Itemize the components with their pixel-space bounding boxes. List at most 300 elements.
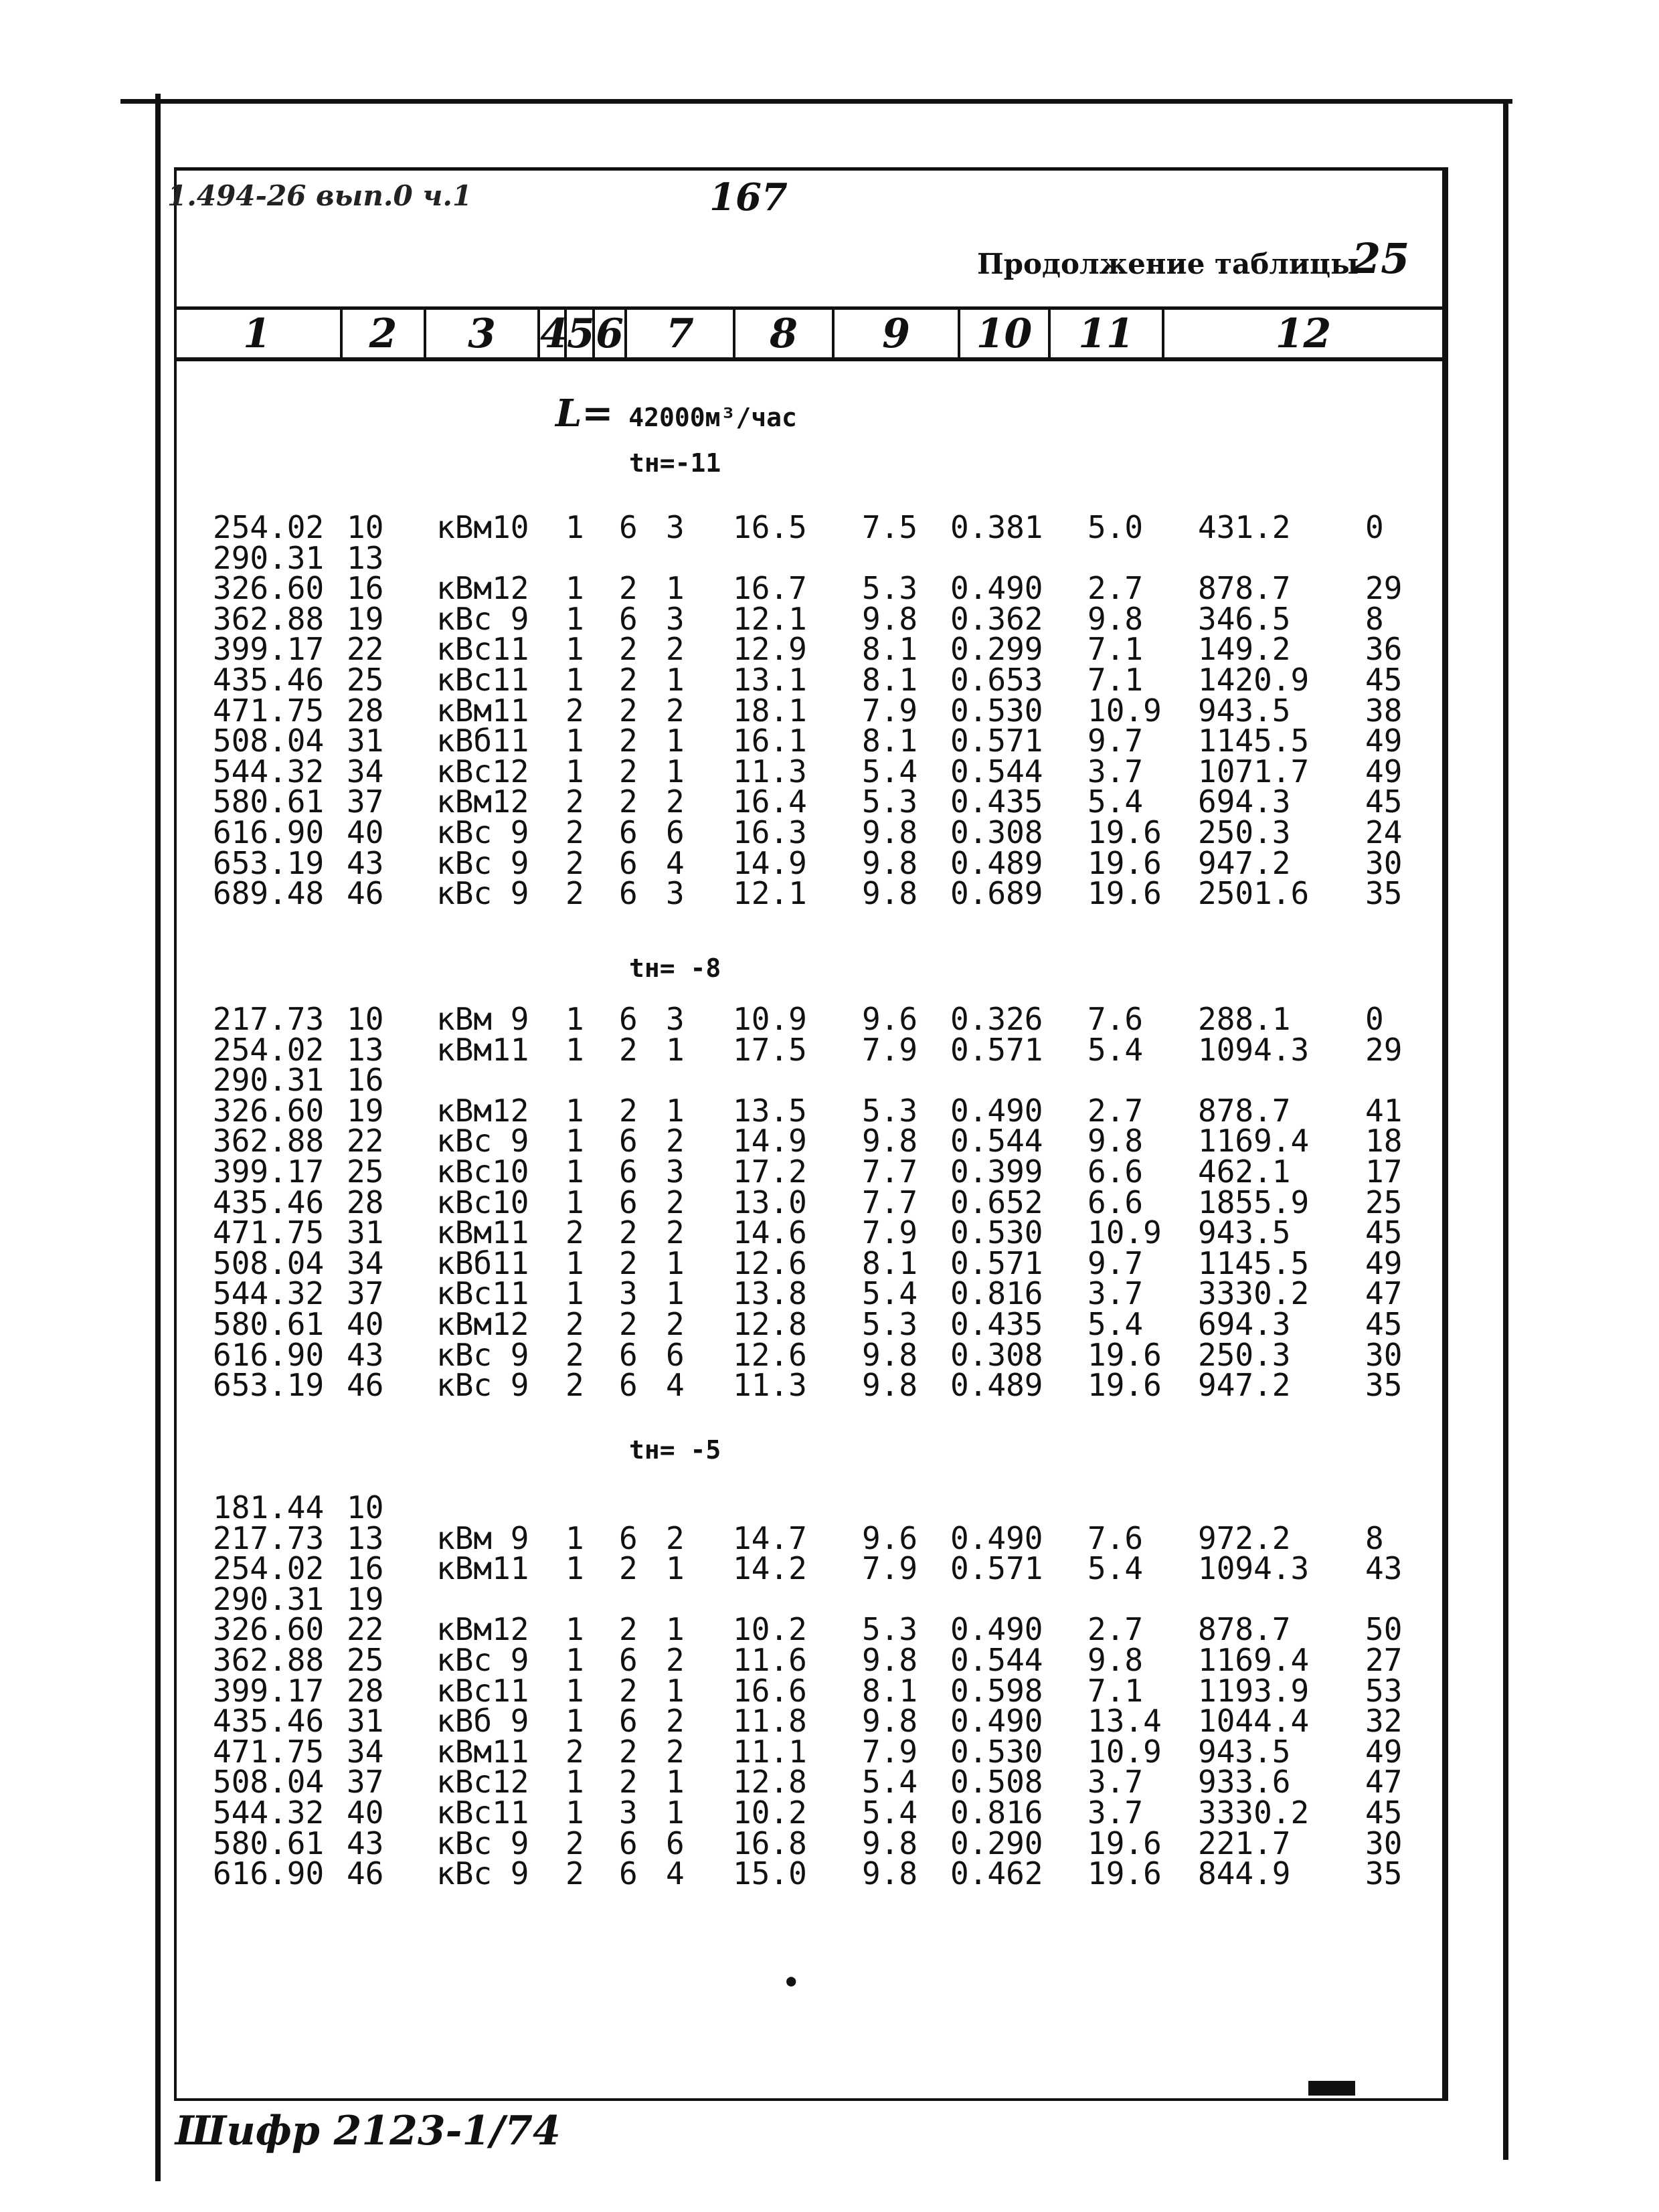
cell-col-10: 10.9	[1087, 1733, 1162, 1770]
cell-col-1: 181.44	[213, 1489, 325, 1526]
cell-col-2: 46	[347, 875, 384, 912]
cell-col-12: 45	[1365, 662, 1403, 698]
cell-col-10: 19.6	[1087, 814, 1162, 850]
cell-col-5: 2	[619, 1611, 638, 1648]
cell-col-2: 25	[347, 1154, 384, 1190]
cell-col-2: 40	[347, 1794, 384, 1831]
cell-col-5: 3	[619, 1275, 638, 1312]
section-title: tн=-11	[629, 448, 721, 478]
cell-col-12: 35	[1365, 875, 1403, 912]
cell-col-7: 11.3	[733, 753, 807, 790]
cell-col-10: 9.8	[1087, 1123, 1144, 1160]
cell-col-7: 12.9	[733, 631, 807, 668]
table-row	[0, 1062, 1659, 1099]
cell-col-5: 6	[619, 1184, 638, 1220]
cell-col-4: 1	[565, 1001, 584, 1037]
cell-col-5: 6	[619, 1367, 638, 1404]
cell-col-10: 19.6	[1087, 1855, 1162, 1892]
cell-col-11: 2501.6	[1198, 875, 1310, 912]
cell-col-1: 544.32	[213, 1275, 325, 1312]
cell-col-10: 3.7	[1087, 1275, 1144, 1312]
cell-col-8: 5.4	[862, 1764, 918, 1801]
cell-col-10: 7.1	[1087, 662, 1144, 698]
cell-col-3: кВб11	[436, 723, 529, 759]
cell-col-8: 9.8	[862, 1336, 918, 1373]
cell-col-6: 1	[666, 1245, 685, 1281]
cell-col-3: кВс 9	[436, 1123, 529, 1160]
cell-col-2: 43	[347, 844, 384, 881]
cell-col-4: 1	[565, 1031, 584, 1068]
cell-col-4: 1	[565, 1092, 584, 1129]
cell-col-12: 36	[1365, 631, 1403, 668]
cell-col-1: 326.60	[213, 570, 325, 607]
cell-col-10: 6.6	[1087, 1154, 1144, 1190]
cell-col-1: 217.73	[213, 1519, 325, 1556]
frame-top-line	[120, 99, 1512, 104]
table-row	[0, 784, 1659, 820]
cell-col-9: 0.308	[950, 814, 1043, 850]
cell-col-11: 346.5	[1198, 600, 1291, 637]
cell-col-5: 2	[619, 662, 638, 698]
cell-col-12: 8	[1365, 1519, 1384, 1556]
cell-col-12: 49	[1365, 753, 1403, 790]
cell-col-12: 24	[1365, 814, 1403, 850]
cell-col-2: 19	[347, 1092, 384, 1129]
cell-col-3: кВм12	[436, 784, 529, 820]
cell-col-1: 399.17	[213, 631, 325, 668]
cell-col-9: 0.462	[950, 1855, 1043, 1892]
cell-col-3: кВс 9	[436, 1336, 529, 1373]
cell-col-5: 6	[619, 1703, 638, 1740]
cell-col-5: 6	[619, 1855, 638, 1892]
cell-col-4: 1	[565, 1275, 584, 1312]
cell-col-2: 37	[347, 1275, 384, 1312]
cell-col-1: 580.61	[213, 1825, 325, 1861]
cell-col-7: 12.1	[733, 875, 807, 912]
cell-col-1: 435.46	[213, 1184, 325, 1220]
cell-col-4: 1	[565, 1550, 584, 1587]
cell-col-2: 37	[347, 1764, 384, 1801]
cell-col-4: 2	[565, 1367, 584, 1404]
cell-col-9: 0.571	[950, 723, 1043, 759]
cell-col-1: 290.31	[213, 1580, 325, 1617]
cell-col-7: 10.9	[733, 1001, 807, 1037]
cell-col-10: 5.4	[1087, 784, 1144, 820]
cell-col-3: кВм12	[436, 1306, 529, 1342]
cell-col-6: 2	[666, 1214, 685, 1251]
cell-col-9: 0.571	[950, 1031, 1043, 1068]
cell-col-1: 362.88	[213, 600, 325, 637]
cell-col-2: 25	[347, 662, 384, 698]
table-row	[0, 662, 1659, 698]
cell-col-10: 5.4	[1087, 1031, 1144, 1068]
cell-col-10: 3.7	[1087, 1794, 1144, 1831]
cell-col-10: 2.7	[1087, 570, 1144, 607]
cell-col-7: 12.8	[733, 1764, 807, 1801]
cell-col-9: 0.530	[950, 1733, 1043, 1770]
cell-col-5: 2	[619, 1550, 638, 1587]
cell-col-3: кВс 9	[436, 814, 529, 850]
cell-col-5: 2	[619, 1306, 638, 1342]
cell-col-1: 254.02	[213, 509, 325, 545]
cell-col-10: 2.7	[1087, 1611, 1144, 1648]
cell-col-10: 10.9	[1087, 1214, 1162, 1251]
cell-col-1: 616.90	[213, 814, 325, 850]
cell-col-11: 878.7	[1198, 570, 1291, 607]
cell-col-5: 6	[619, 875, 638, 912]
table-row	[0, 1031, 1659, 1068]
cell-col-12: 35	[1365, 1367, 1403, 1404]
cell-col-11: 1071.7	[1198, 753, 1310, 790]
cell-col-11: 947.2	[1198, 1367, 1291, 1404]
flow-rate-label	[555, 391, 797, 436]
cell-col-8: 5.3	[862, 784, 918, 820]
cell-col-9: 0.308	[950, 1336, 1043, 1373]
cell-col-12: 43	[1365, 1550, 1403, 1587]
continuation-label: Продолжение таблицы	[977, 248, 1359, 280]
cell-col-8: 9.8	[862, 1367, 918, 1404]
cell-col-10: 7.1	[1087, 1672, 1144, 1709]
cell-col-11: 149.2	[1198, 631, 1291, 668]
cell-col-9: 0.299	[950, 631, 1043, 668]
cell-col-9: 0.490	[950, 570, 1043, 607]
cell-col-12: 8	[1365, 600, 1384, 637]
cell-col-12: 30	[1365, 1825, 1403, 1861]
cell-col-4: 2	[565, 875, 584, 912]
cell-col-6: 1	[666, 1672, 685, 1709]
cell-col-3: кВс10	[436, 1154, 529, 1190]
table-row	[0, 1519, 1659, 1556]
column-header-row	[174, 306, 1442, 361]
cell-col-9: 0.571	[950, 1550, 1043, 1587]
cell-col-10: 7.1	[1087, 631, 1144, 668]
cell-col-8: 9.8	[862, 1825, 918, 1861]
cell-col-1: 217.73	[213, 1001, 325, 1037]
cell-col-7: 11.3	[733, 1367, 807, 1404]
cell-col-2: 19	[347, 600, 384, 637]
cell-col-12: 53	[1365, 1672, 1403, 1709]
cell-col-7: 11.8	[733, 1703, 807, 1740]
cell-col-9: 0.816	[950, 1794, 1043, 1831]
cell-col-2: 22	[347, 1611, 384, 1648]
cell-col-3: кВс 9	[436, 1855, 529, 1892]
cell-col-6: 6	[666, 814, 685, 850]
cell-col-7: 10.2	[733, 1794, 807, 1831]
section-title: tн= -8	[629, 953, 721, 983]
cell-col-8: 9.8	[862, 1855, 918, 1892]
flow-value: 42000м³/час	[628, 403, 797, 432]
column-header-8: 8	[735, 310, 835, 358]
column-header-4: 4	[540, 310, 568, 357]
cell-col-12: 45	[1365, 1214, 1403, 1251]
cell-col-9: 0.399	[950, 1154, 1043, 1190]
table-row	[0, 570, 1659, 607]
cell-col-3: кВм11	[436, 1031, 529, 1068]
cell-col-5: 6	[619, 509, 638, 545]
column-header-12: 12	[1275, 310, 1332, 357]
cell-col-3: кВм12	[436, 1611, 529, 1648]
cell-col-6: 1	[666, 570, 685, 607]
table-row	[0, 1306, 1659, 1342]
cell-col-10: 9.7	[1087, 723, 1144, 759]
cell-col-8: 5.4	[862, 1794, 918, 1831]
cell-col-11: 1193.9	[1198, 1672, 1310, 1709]
cell-col-6: 2	[666, 1123, 685, 1160]
cell-col-7: 13.8	[733, 1275, 807, 1312]
cell-col-4: 1	[565, 631, 584, 668]
cell-col-4: 1	[565, 600, 584, 637]
cell-col-8: 5.3	[862, 1092, 918, 1129]
cell-col-4: 1	[565, 1611, 584, 1648]
cell-col-4: 1	[565, 1245, 584, 1281]
cell-col-1: 326.60	[213, 1092, 325, 1129]
cell-col-10: 19.6	[1087, 1825, 1162, 1861]
cell-col-8: 8.1	[862, 1245, 918, 1281]
cell-col-4: 1	[565, 1154, 584, 1190]
cell-col-1: 689.48	[213, 875, 325, 912]
cell-col-12: 32	[1365, 1703, 1403, 1740]
column-header-6: 6	[595, 310, 627, 358]
cell-col-10: 2.7	[1087, 1092, 1144, 1129]
cell-col-4: 1	[565, 1642, 584, 1678]
cell-col-5: 6	[619, 600, 638, 637]
cell-col-6: 3	[666, 1001, 685, 1037]
cell-col-3: кВс11	[436, 662, 529, 698]
cell-col-6: 2	[666, 1184, 685, 1220]
cell-col-9: 0.381	[950, 509, 1043, 545]
cell-col-3: кВс 9	[436, 1825, 529, 1861]
cell-col-9: 0.816	[950, 1275, 1043, 1312]
cell-col-1: 580.61	[213, 784, 325, 820]
cell-col-11: 1169.4	[1198, 1123, 1310, 1160]
cell-col-6: 2	[666, 1642, 685, 1678]
column-header-1: 1	[174, 310, 343, 358]
cell-col-11: 288.1	[1198, 1001, 1291, 1037]
cell-col-1: 471.75	[213, 1733, 325, 1770]
cell-col-2: 22	[347, 1123, 384, 1160]
cell-col-12: 27	[1365, 1642, 1403, 1678]
table-row	[0, 1825, 1659, 1861]
cell-col-1: 653.19	[213, 1367, 325, 1404]
table-row	[0, 1642, 1659, 1678]
cell-col-1: 435.46	[213, 1703, 325, 1740]
cell-col-11: 947.2	[1198, 844, 1291, 881]
cell-col-8: 9.8	[862, 814, 918, 850]
cell-col-1: 653.19	[213, 844, 325, 881]
cell-col-6: 6	[666, 1825, 685, 1861]
cell-col-11: 1420.9	[1198, 662, 1310, 698]
cell-col-1: 544.32	[213, 1794, 325, 1831]
cell-col-7: 16.7	[733, 570, 807, 607]
cell-col-10: 3.7	[1087, 753, 1144, 790]
cell-col-8: 7.7	[862, 1184, 918, 1220]
cell-col-2: 46	[347, 1367, 384, 1404]
table-row	[0, 1733, 1659, 1770]
cell-col-11: 250.3	[1198, 814, 1291, 850]
table-row	[0, 1550, 1659, 1587]
cell-col-10: 19.6	[1087, 1367, 1162, 1404]
cell-col-6: 1	[666, 1764, 685, 1801]
cell-col-8: 7.9	[862, 692, 918, 729]
cell-col-12: 41	[1365, 1092, 1403, 1129]
cell-col-4: 1	[565, 1123, 584, 1160]
cell-col-11: 1044.4	[1198, 1703, 1310, 1740]
cell-col-7: 13.5	[733, 1092, 807, 1129]
cell-col-11: 3330.2	[1198, 1275, 1310, 1312]
cell-col-6: 1	[666, 662, 685, 698]
cell-col-7: 12.8	[733, 1306, 807, 1342]
cell-col-6: 2	[666, 1519, 685, 1556]
cell-col-2: 28	[347, 1672, 384, 1709]
cell-col-7: 12.6	[733, 1245, 807, 1281]
cell-col-5: 2	[619, 1245, 638, 1281]
cell-col-8: 5.4	[862, 753, 918, 790]
cell-col-7: 17.2	[733, 1154, 807, 1190]
cell-col-12: 17	[1365, 1154, 1403, 1190]
cell-col-9: 0.598	[950, 1672, 1043, 1709]
table-row	[0, 1611, 1659, 1648]
cell-col-4: 1	[565, 1794, 584, 1831]
table-row	[0, 1123, 1659, 1160]
table-row	[0, 1580, 1659, 1617]
cell-col-5: 2	[619, 570, 638, 607]
cell-col-7: 14.9	[733, 844, 807, 881]
cell-col-9: 0.435	[950, 784, 1043, 820]
cell-col-6: 4	[666, 1367, 685, 1404]
cell-col-5: 2	[619, 723, 638, 759]
cell-col-3: кВс 9	[436, 844, 529, 881]
cell-col-4: 1	[565, 723, 584, 759]
cell-col-12: 45	[1365, 1306, 1403, 1342]
table-row	[0, 723, 1659, 759]
table-row	[0, 539, 1659, 576]
cell-col-4: 2	[565, 1855, 584, 1892]
cell-col-11: 943.5	[1198, 1214, 1291, 1251]
cell-col-9: 0.490	[950, 1611, 1043, 1648]
cell-col-12: 29	[1365, 1031, 1403, 1068]
cell-col-8: 9.8	[862, 875, 918, 912]
cell-col-3: кВс11	[436, 1794, 529, 1831]
cell-col-4: 1	[565, 753, 584, 790]
cell-col-10: 6.6	[1087, 1184, 1144, 1220]
cell-col-6: 2	[666, 631, 685, 668]
cell-col-8: 9.6	[862, 1519, 918, 1556]
cell-col-8: 5.3	[862, 570, 918, 607]
cell-col-1: 290.31	[213, 539, 325, 576]
cell-col-1: 326.60	[213, 1611, 325, 1648]
cell-col-1: 435.46	[213, 662, 325, 698]
cell-col-7: 10.2	[733, 1611, 807, 1648]
cell-col-11: 943.5	[1198, 692, 1291, 729]
cell-col-2: 46	[347, 1855, 384, 1892]
cell-col-10: 19.6	[1087, 844, 1162, 881]
cell-col-11: 1094.3	[1198, 1550, 1310, 1587]
cell-col-10: 5.0	[1087, 509, 1144, 545]
flow-symbol: L=	[555, 391, 614, 436]
cell-col-1: 508.04	[213, 1245, 325, 1281]
cell-col-5: 6	[619, 1825, 638, 1861]
cell-col-9: 0.290	[950, 1825, 1043, 1861]
cell-col-12: 25	[1365, 1184, 1403, 1220]
cell-col-6: 3	[666, 509, 685, 545]
cell-col-7: 16.5	[733, 509, 807, 545]
cell-col-6: 1	[666, 753, 685, 790]
cell-col-6: 3	[666, 875, 685, 912]
cell-col-4: 2	[565, 1336, 584, 1373]
table-row	[0, 1184, 1659, 1220]
cell-col-12: 29	[1365, 570, 1403, 607]
table-row	[0, 631, 1659, 668]
table-row	[0, 1672, 1659, 1709]
cell-col-3: кВм11	[436, 1733, 529, 1770]
cell-col-9: 0.544	[950, 753, 1043, 790]
cell-col-2: 28	[347, 1184, 384, 1220]
table-row	[0, 753, 1659, 790]
cell-col-4: 1	[565, 1672, 584, 1709]
table-row	[0, 814, 1659, 850]
cell-col-9: 0.530	[950, 692, 1043, 729]
cell-col-10: 3.7	[1087, 1764, 1144, 1801]
cell-col-7: 16.4	[733, 784, 807, 820]
cell-col-2: 31	[347, 1214, 384, 1251]
cell-col-3: кВм 9	[436, 1001, 529, 1037]
cell-col-9: 0.362	[950, 600, 1043, 637]
cell-col-1: 362.88	[213, 1642, 325, 1678]
cell-col-8: 5.3	[862, 1611, 918, 1648]
cell-col-7: 16.6	[733, 1672, 807, 1709]
cell-col-9: 0.689	[950, 875, 1043, 912]
cell-col-8: 9.8	[862, 1642, 918, 1678]
cell-col-8: 9.8	[862, 844, 918, 881]
cell-col-1: 580.61	[213, 1306, 325, 1342]
cell-col-7: 18.1	[733, 692, 807, 729]
cell-col-7: 15.0	[733, 1855, 807, 1892]
cell-col-9: 0.490	[950, 1703, 1043, 1740]
cell-col-12: 38	[1365, 692, 1403, 729]
cell-col-7: 12.6	[733, 1336, 807, 1373]
cell-col-3: кВс11	[436, 1275, 529, 1312]
cell-col-8: 8.1	[862, 631, 918, 668]
cell-col-11: 878.7	[1198, 1092, 1291, 1129]
cell-col-12: 0	[1365, 509, 1384, 545]
cell-col-6: 4	[666, 844, 685, 881]
cell-col-7: 13.0	[733, 1184, 807, 1220]
cell-col-6: 2	[666, 1306, 685, 1342]
cell-col-11: 694.3	[1198, 784, 1291, 820]
table-row	[0, 1764, 1659, 1801]
cell-col-7: 14.2	[733, 1550, 807, 1587]
cell-col-11: 1169.4	[1198, 1642, 1310, 1678]
cell-col-9: 0.490	[950, 1519, 1043, 1556]
cell-col-9: 0.489	[950, 844, 1043, 881]
cell-col-2: 25	[347, 1642, 384, 1678]
table-row	[0, 1001, 1659, 1037]
table-row	[0, 1855, 1659, 1892]
cell-col-2: 28	[347, 692, 384, 729]
cell-col-7: 14.6	[733, 1214, 807, 1251]
cell-col-4: 1	[565, 662, 584, 698]
cell-col-3: кВм10	[436, 509, 529, 545]
cell-col-5: 2	[619, 753, 638, 790]
cell-col-2: 31	[347, 1703, 384, 1740]
cell-col-4: 1	[565, 1703, 584, 1740]
cell-col-4: 2	[565, 784, 584, 820]
cell-col-12: 47	[1365, 1764, 1403, 1801]
cell-col-11: 943.5	[1198, 1733, 1291, 1770]
cell-col-11: 1855.9	[1198, 1184, 1310, 1220]
cell-col-11: 221.7	[1198, 1825, 1291, 1861]
cell-col-3: кВс 9	[436, 875, 529, 912]
